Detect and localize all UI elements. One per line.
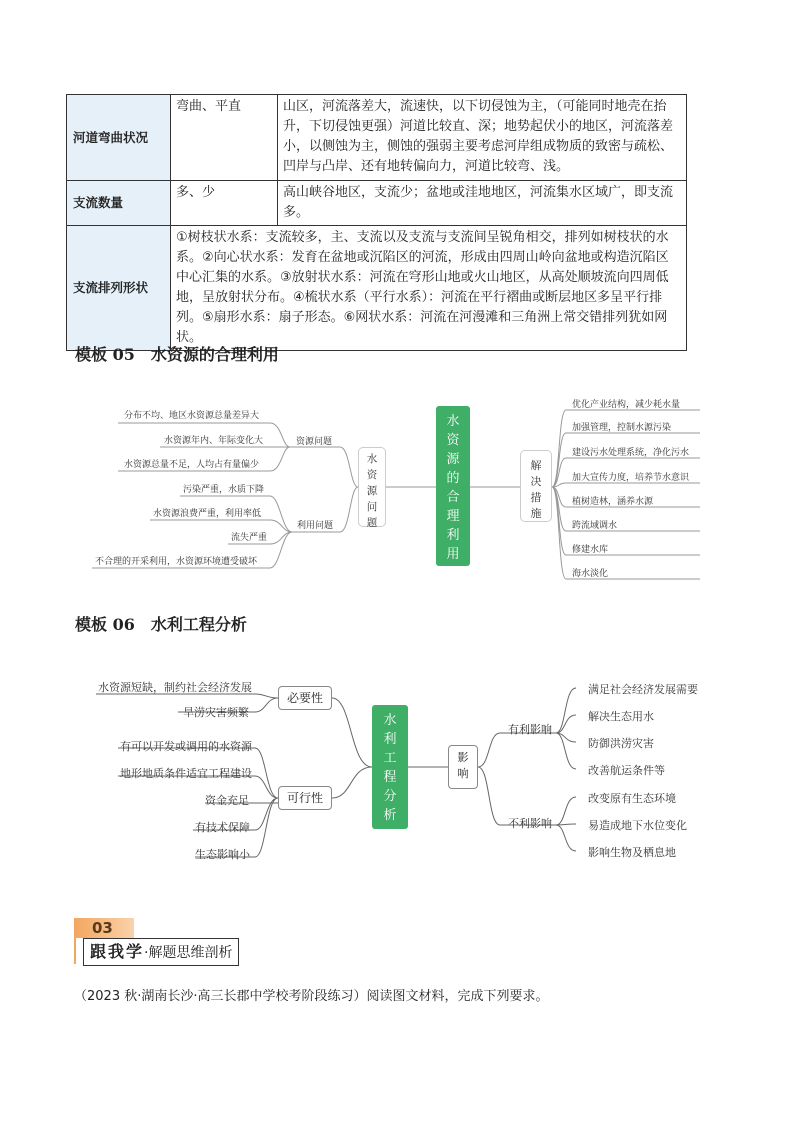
use-item: 水资源浪费严重，利用率低 bbox=[153, 509, 262, 519]
positive-item: 解决生态用水 bbox=[588, 710, 654, 723]
measures-label: 解决措施 bbox=[530, 459, 542, 520]
positive-item: 满足社会经济发展需要 bbox=[588, 683, 698, 696]
positive-item: 改善航运条件等 bbox=[588, 764, 665, 777]
badge-accent-bar bbox=[74, 938, 76, 964]
measures-box bbox=[520, 450, 552, 522]
measure-item: 加大宣传力度，培养节水意识 bbox=[572, 473, 690, 483]
negative-item: 影响生物及栖息地 bbox=[588, 846, 676, 859]
center-label: 水资源的合理利用 bbox=[446, 414, 460, 562]
row-value: 弯曲、平直 bbox=[171, 95, 278, 181]
problem-box bbox=[358, 447, 386, 527]
use-item: 污染严重，水质下降 bbox=[183, 485, 265, 495]
section-number-badge: 03 bbox=[74, 918, 134, 938]
negative-item: 易造成地下水位变化 bbox=[588, 819, 687, 832]
resource-item: 水资源总量不足，人均占有量偏少 bbox=[124, 460, 260, 470]
row-description: 山区，河流落差大，流速快，以下切侵蚀为主，（可能同时地壳在抬升，下切侵蚀更强）河道比较直、深；地势起伏小的地区，河流落差小，以侧蚀为主，侧蚀的强弱主要考虑河岸组成物质的致密与疏松、凹岸与凸岸、还有地转偏向力，河道比较弯、浅。 bbox=[278, 95, 687, 181]
row-description: 高山峡谷地区，支流少；盆地或洼地地区，河流集水区域广，即支流多。 bbox=[278, 181, 687, 226]
feasibility-item: 有可以开发或调用的水资源 bbox=[120, 740, 252, 753]
feasibility-item: 资金充足 bbox=[205, 794, 249, 807]
branch-resource: 资源问题 bbox=[296, 437, 333, 447]
center-topic-water bbox=[436, 406, 470, 566]
necessity-item: 旱涝灾害频繁 bbox=[183, 706, 249, 719]
banner-sub-text: ·解题思维剖析 bbox=[144, 945, 233, 961]
positive-branch: 有利影响 bbox=[508, 723, 552, 736]
section-title: 模板 05 水资源的合理利用 bbox=[75, 345, 279, 364]
row-header: 河道弯曲状况 bbox=[67, 95, 171, 181]
section-title: 模板 06 水利工程分析 bbox=[75, 615, 247, 634]
feasibility-item: 生态影响小 bbox=[195, 848, 250, 861]
measure-item: 修建水库 bbox=[572, 545, 609, 555]
negative-item: 改变原有生态环境 bbox=[588, 792, 676, 805]
branch-use: 利用问题 bbox=[297, 521, 334, 531]
feasibility-item: 有技术保障 bbox=[195, 821, 250, 834]
resource-item: 分布不均、地区水资源总量差异大 bbox=[124, 411, 260, 421]
center-label: 水利工程分析 bbox=[383, 713, 397, 823]
measure-item: 植树造林，涵养水源 bbox=[572, 497, 654, 507]
measure-item: 海水淡化 bbox=[572, 569, 609, 579]
follow-me-banner bbox=[83, 938, 239, 966]
impact-label: 影响 bbox=[457, 751, 469, 780]
feasibility-box: 可行性 bbox=[278, 786, 332, 810]
measure-item: 优化产业结构，减少耗水量 bbox=[572, 400, 681, 410]
resource-item: 水资源年内、年际变化大 bbox=[164, 436, 264, 446]
center-topic-project bbox=[372, 705, 408, 829]
question-source: （2023 秋·湖南长沙·高三长郡中学校考阶段练习）阅读图文材料，完成下列要求。 bbox=[74, 989, 549, 1004]
measure-item: 建设污水处理系统，净化污水 bbox=[572, 448, 690, 458]
use-item: 不合理的开采利用，水资源环境遭受破坏 bbox=[95, 557, 258, 567]
problem-label: 水资源问题 bbox=[366, 453, 378, 529]
use-item: 流失严重 bbox=[231, 533, 268, 543]
negative-branch: 不利影响 bbox=[508, 817, 552, 830]
impact-box bbox=[448, 745, 478, 789]
measure-item: 加强管理，控制水源污染 bbox=[572, 423, 672, 433]
row-header: 支流数量 bbox=[67, 181, 171, 226]
feasibility-item: 地形地质条件适宜工程建设 bbox=[120, 767, 252, 780]
row-description: ①树枝状水系：支流较多，主、支流以及支流与支流间呈锐角相交，排列如树枝状的水系。②向心状水系：发育在盆地或沉陷区的河流，形成由四周山岭向盆地或构造沉陷区中心汇集的水系。③放射状水系：河流在穹形山地或火山地区，从高处顺坡流向四周低地，呈放射状分布。④梳状水系（平行水系）：河流在平行褶曲或断层地区多呈平行排列。⑤扇形水系：扇子形态。⑥网状水系：河流在河漫滩和三角洲上常交错排列犹如网状。 bbox=[171, 226, 687, 351]
banner-main-text: 跟我学 bbox=[90, 942, 145, 961]
positive-item: 防御洪涝灾害 bbox=[588, 737, 654, 750]
row-header: 支流排列形状 bbox=[67, 226, 171, 351]
measure-item: 跨流域调水 bbox=[572, 521, 618, 531]
necessity-box: 必要性 bbox=[278, 686, 332, 710]
row-value: 多、少 bbox=[171, 181, 278, 226]
necessity-item: 水资源短缺，制约社会经济发展 bbox=[98, 681, 252, 694]
